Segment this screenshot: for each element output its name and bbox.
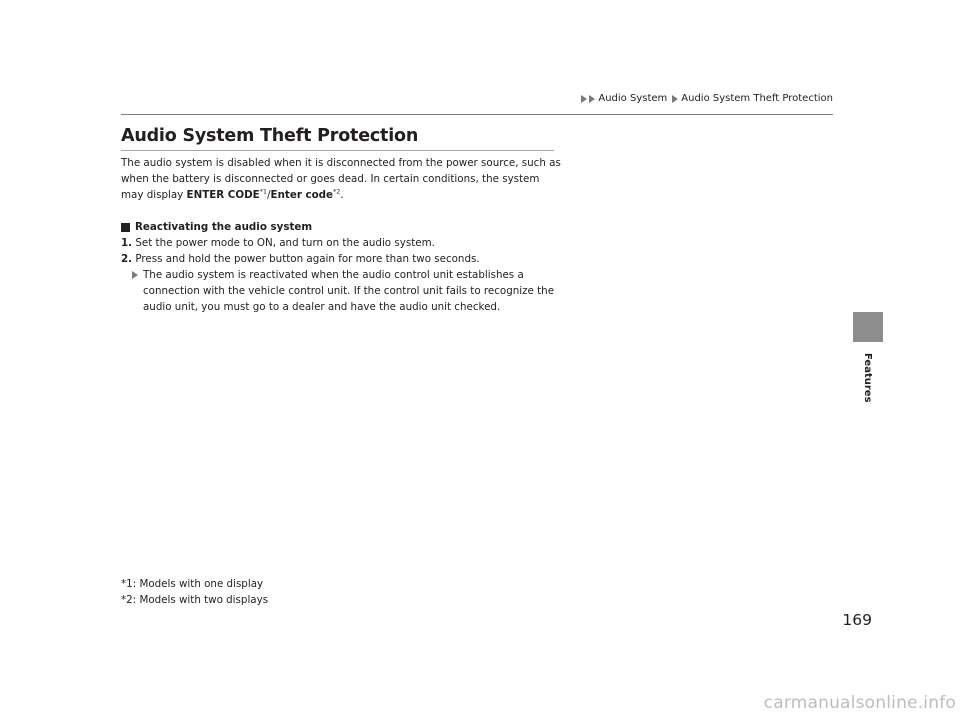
section-tab-marker[interactable]	[853, 312, 883, 342]
square-bullet-icon	[121, 223, 130, 232]
breadcrumb-arrow-icon	[589, 95, 595, 103]
subheading: Reactivating the audio system	[121, 219, 561, 235]
watermark: carmanualsonline.info	[763, 693, 956, 713]
result-arrow-icon	[132, 271, 138, 279]
section-body	[121, 155, 561, 315]
step-item: 1. Set the power mode to ON, and turn on the audio system.	[121, 237, 435, 249]
breadcrumb-item-theft-protection[interactable]: Audio System Theft Protection	[681, 93, 833, 104]
step-item: 2. Press and hold the power button again for more than two seconds.	[121, 253, 480, 265]
title-underline	[121, 150, 554, 151]
page-title: Audio System Theft Protection	[121, 126, 419, 146]
footnotes	[121, 576, 268, 608]
header-divider	[121, 114, 833, 115]
footnote-ref-2: *2	[333, 187, 341, 196]
page-number: 169	[842, 611, 872, 629]
section-tab-label: Features	[862, 353, 873, 403]
breadcrumb-arrow-icon	[581, 95, 587, 103]
enter-code-label: ENTER CODE	[186, 189, 260, 201]
intro-paragraph: The audio system is disabled when it is disconnected from the power source, such as when the battery is disconnected or goes dead. In certain conditions, the system may display ENTER CODE$^{*1}$/Enter code$^{*2}$.	[121, 157, 561, 201]
enter-code-label-alt: Enter code	[270, 189, 334, 201]
breadcrumb	[581, 93, 833, 104]
footnote-2: *2: Models with two displays	[121, 594, 269, 606]
breadcrumb-arrow-icon	[672, 95, 678, 103]
footnote-ref-1: *1	[259, 187, 268, 196]
footnote-1: *1: Models with one display	[121, 578, 264, 590]
step-result: The audio system is reactivated when the audio control unit establishes a connection with the vehicle control unit. If the control unit fails to recognize the audio unit, you must go to a dealer and have the audio unit checked.	[121, 267, 561, 315]
breadcrumb-item-audio-system[interactable]: Audio System	[598, 93, 668, 104]
